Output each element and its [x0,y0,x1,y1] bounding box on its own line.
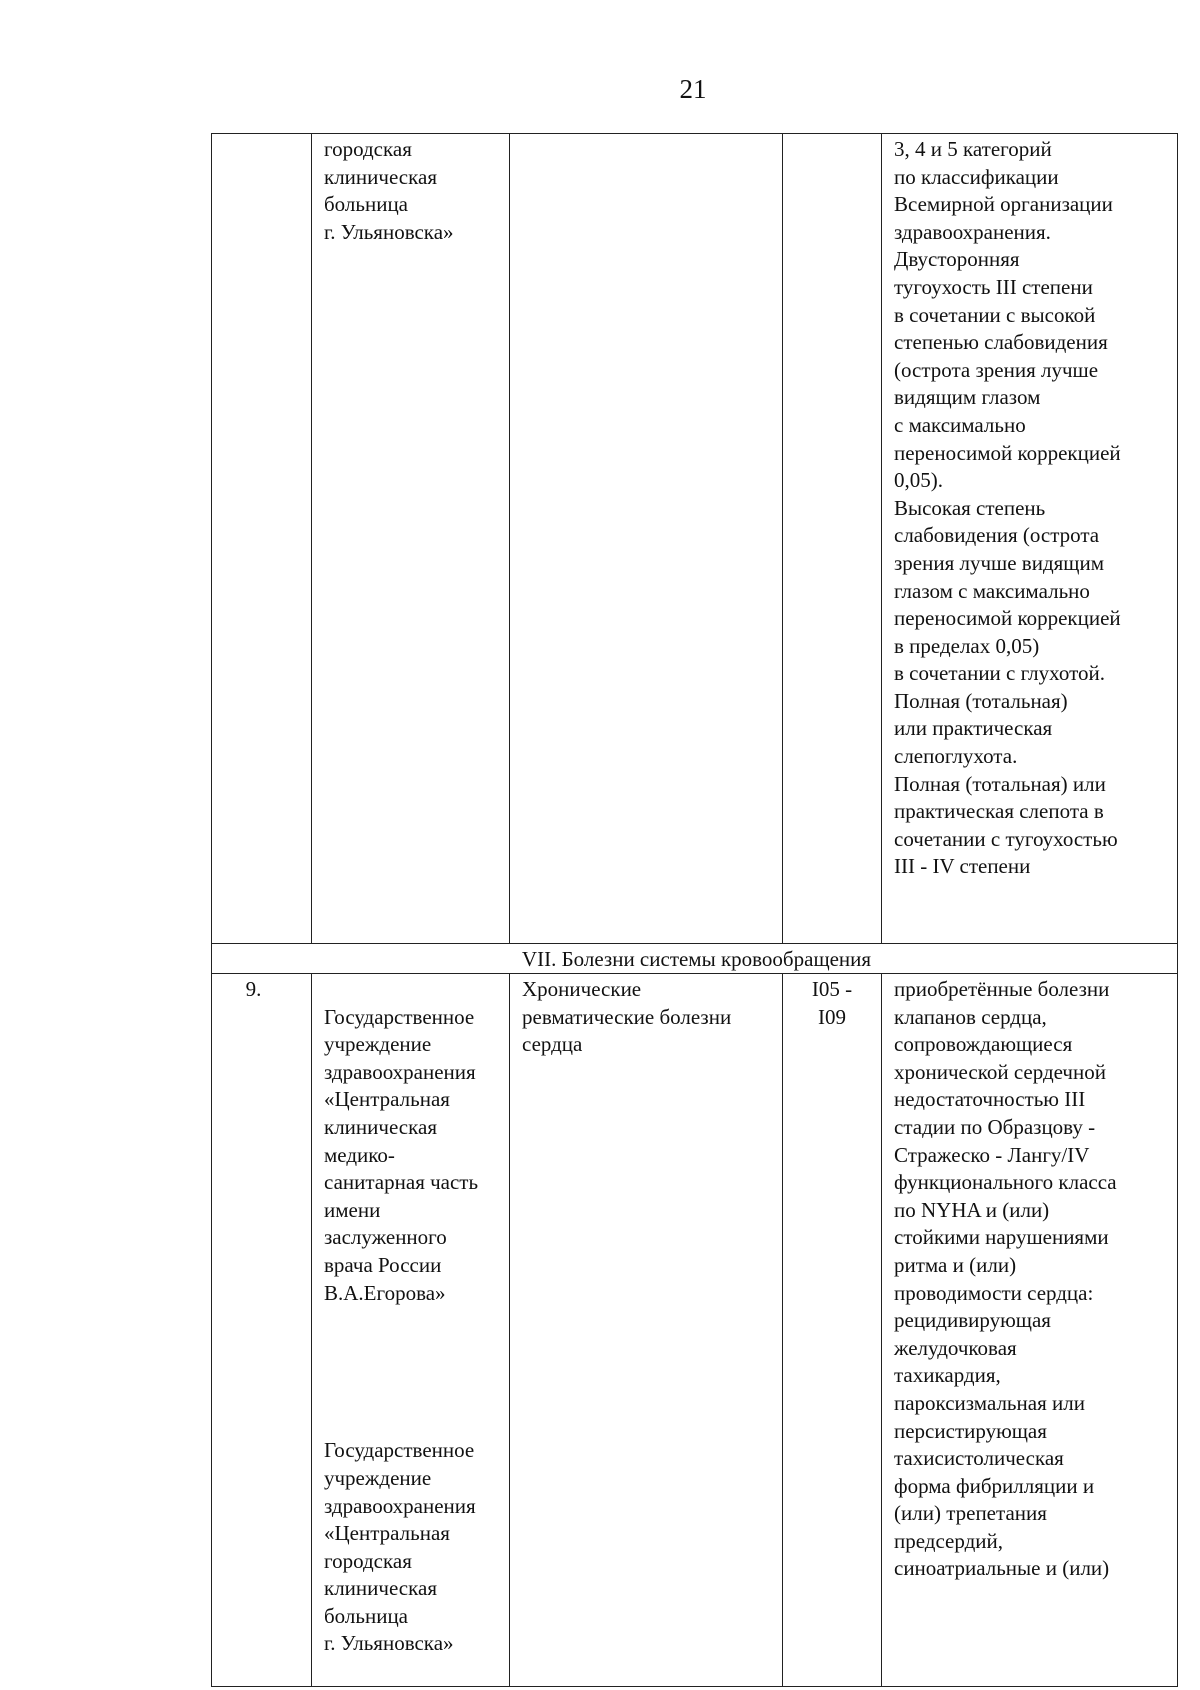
table-row-continuation [212,134,1178,944]
disease-table [211,133,1178,1687]
cell-disease: Хронические ревматические болезни сердца [510,974,783,1687]
institution-1: Государственное учреждение здравоохранения «Центральная клиническая медико- санитарная часть имени заслуженного врача России В.А.Егорова» [324,1004,479,1305]
table-row-9 [212,974,1178,1687]
cell-number: 9. [212,974,312,1687]
section-header-row [212,944,1178,974]
cell-disease [510,134,783,944]
cell-number [212,134,312,944]
cell-icd-code [783,134,882,944]
institution-2: Государственное учреждение здравоохранения «Центральная городская клиническая больница г. Ульяновска» [324,1438,476,1656]
cell-institution: городская клиническая больница г. Ульяновска» [312,134,510,944]
page-number: 21 [679,74,707,104]
section-header: VII. Болезни системы кровообращения [212,944,1178,974]
cell-icd-code: I05 - I09 [783,974,882,1687]
cell-criteria: 3, 4 и 5 категорий по классификации Всемирной организации здравоохранения. Двусторонняя тугоухость III степени в сочетании с высокой степенью слабовидения (острота зрения лучше видящим глазом с максимально переносимой коррекцией 0,05). Высокая степень слабовидения (острота зрения лучше видящим глазом с максимально переносимой коррекцией в пределах 0,05) в сочетании с глухотой. Полная (тотальная) или практическая слепоглухота. Полная (тотальная) или практическая слепота в сочетании с тугоухостью III - IV степени [882,134,1178,944]
cell-criteria: приобретённые болезни клапанов сердца, сопровождающиеся хронической сердечной недостаточностью III стадии по Образцову - Стражеско - Лангу/IV функционального класса по NYHA и (или) стойкими нарушениями ритма и (или) проводимости сердца: рецидивирующая желудочковая тахикардия, пароксизмальная или персистирующая тахисистолическая форма фибрилляции и (или) трепетания предсердий, синоатриальные и (или) [882,974,1178,1687]
cell-institution [312,974,510,1687]
